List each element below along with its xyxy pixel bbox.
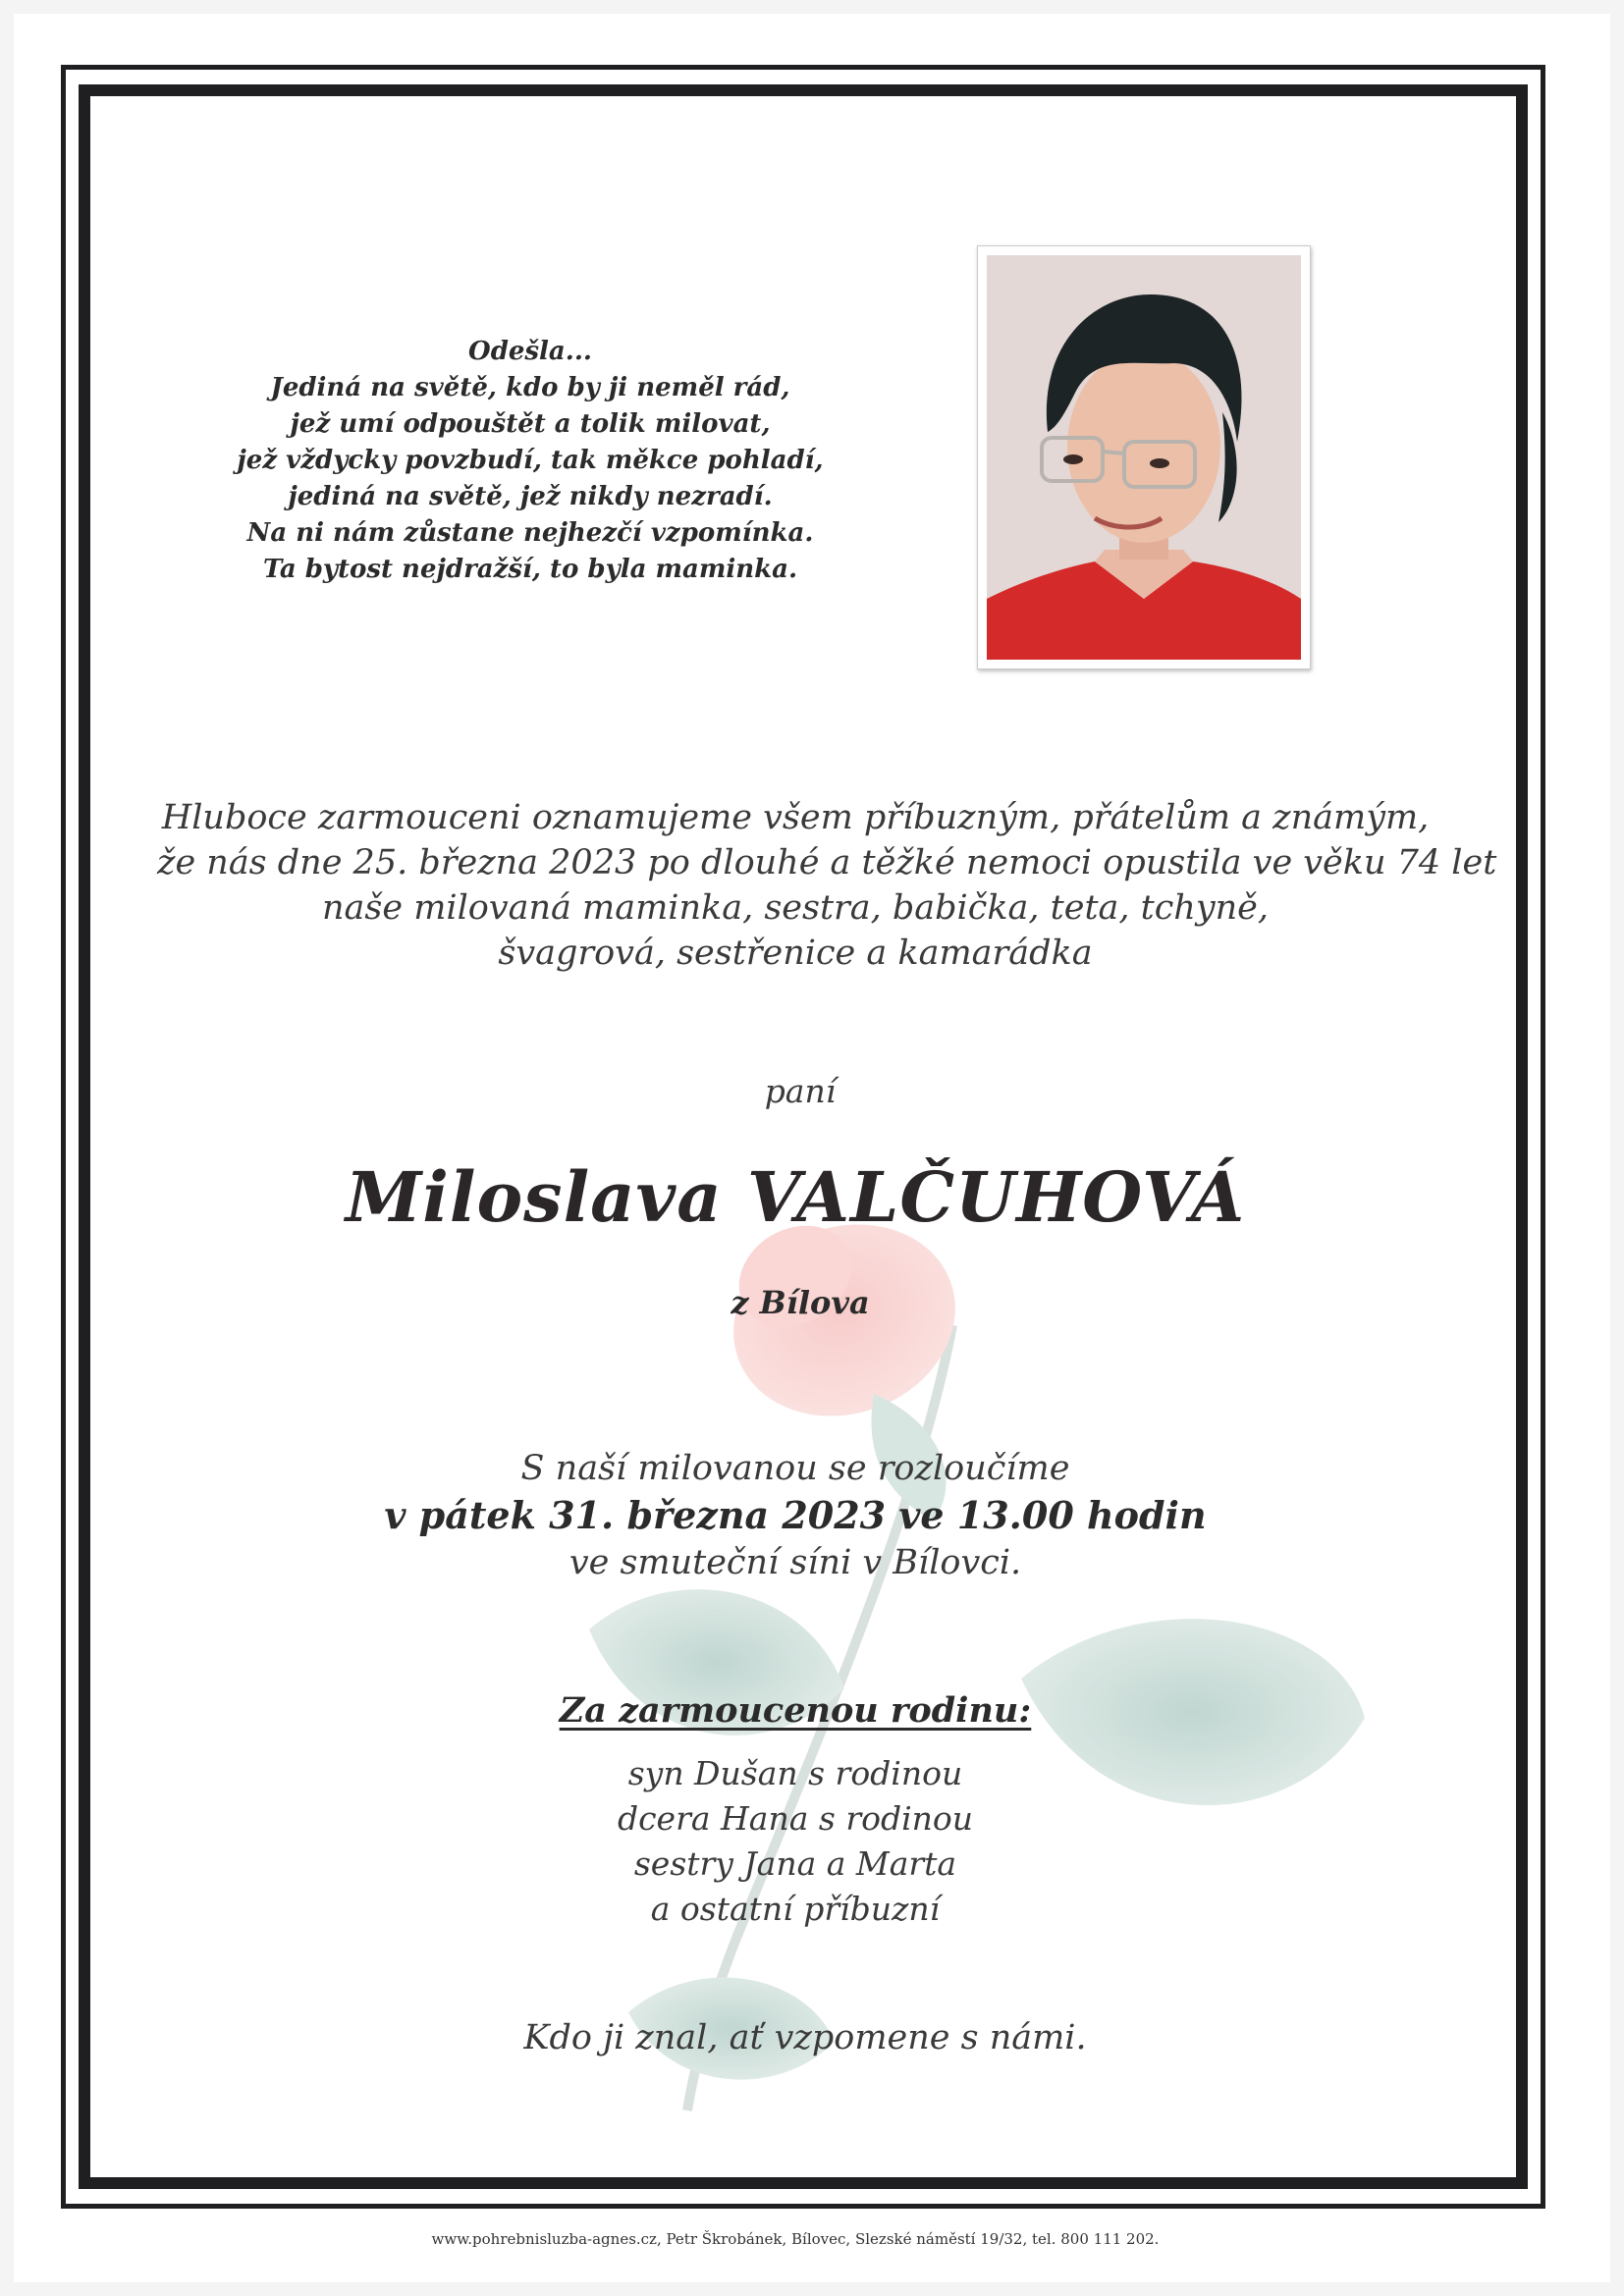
- family-heading: Za zarmoucenou rodinu:: [559, 1690, 1032, 1731]
- honorific: paní: [764, 1072, 837, 1110]
- deceased-origin: z Bílova: [731, 1284, 870, 1321]
- announcement-line: naše milovaná maminka, sestra, babička, teta, tchyně,: [321, 888, 1269, 928]
- farewell-place: ve smuteční síni v Bílovci.: [568, 1543, 1022, 1582]
- poem-line: Jediná na světě, kdo by ji neměl rád,: [270, 373, 790, 402]
- family-member: a ostatní příbuzní: [650, 1890, 941, 1928]
- family-member: dcera Hana s rodinou: [617, 1799, 974, 1838]
- poem-line: Na ni nám zůstane nejhezčí vzpomínka.: [246, 518, 814, 548]
- announcement-line: Hluboce zarmouceni oznamujeme všem příbuzným, přátelům a známým,: [161, 798, 1430, 837]
- poem-line: Odešla...: [468, 337, 592, 366]
- poem-line: Ta bytost nejdražší, to byla maminka.: [262, 555, 798, 584]
- closing-line: Kdo ji znal, ať vzpomene s námi.: [523, 2018, 1087, 2057]
- funeral-service-footer: www.pohrebnisluzba-agnes.cz, Petr Škrobánek, Bílovec, Slezské náměstí 19/32, tel. 800 111 202.: [431, 2230, 1160, 2248]
- poem: [226, 334, 835, 588]
- announcement-line: švagrová, sestřenice a kamarádka: [498, 934, 1093, 973]
- family-member: sestry Jana a Marta: [633, 1844, 957, 1883]
- portrait-image: [987, 255, 1301, 660]
- family-member: syn Dušan s rodinou: [627, 1754, 963, 1792]
- poem-line: jež umí odpouštět a tolik milovat,: [290, 409, 771, 439]
- family-signature: [452, 1688, 1139, 1932]
- announcement-line: že nás dne 25. března 2023 po dlouhé a těžké nemoci opustila ve věku 74 let: [157, 843, 1497, 882]
- death-announcement: [157, 795, 1497, 976]
- poem-line: jež vždycky povzbudí, tak měkce pohladí,: [237, 446, 824, 475]
- farewell-info: [245, 1445, 1345, 1586]
- farewell-intro: S naší milovanou se rozloučíme: [520, 1449, 1070, 1488]
- deceased-name: Miloslava VALČUHOVÁ: [345, 1156, 1246, 1238]
- farewell-datetime: v pátek 31. března 2023 ve 13.00 hodin: [384, 1493, 1207, 1537]
- portrait-photo: [977, 245, 1311, 669]
- poem-line: jediná na světě, jež nikdy nezradí.: [288, 482, 773, 511]
